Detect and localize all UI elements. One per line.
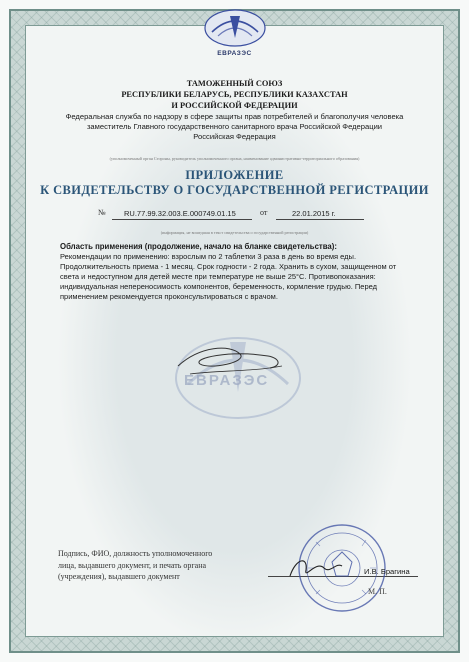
registration-row (0, 208, 469, 222)
area-line: света и недоступном для детей месте при температуре не выше 25°С. Противопоказания: (60, 272, 376, 281)
service-heading (0, 112, 469, 142)
area-line: Продолжительность приема - 1 месяц. Срок годности - 2 года. Хранить в сухом, защищенном от (60, 262, 397, 271)
area-line: применением рекомендуется проконсультироваться с врачом. (60, 292, 278, 301)
number-label: № (98, 208, 106, 217)
service-line: Федеральная служба по надзору в сфере защиты прав потребителей и благополучия человека (65, 112, 404, 121)
area-text (60, 252, 400, 302)
area-line: индивидуальная непереносимость компонентов, беременность, кормление грудью. Перед (60, 282, 378, 291)
area-heading: Область применения (продолжение, начало на бланке свидетельства): (60, 242, 337, 251)
handwritten-signature-icon (170, 336, 290, 384)
union-line: ТАМОЖЕННЫЙ СОЮЗ (186, 79, 283, 88)
union-heading (0, 78, 469, 111)
caption-line: (учреждения), выдавшего документ (58, 572, 180, 581)
date-label: от (260, 208, 268, 217)
registration-date: 22.01.2015 г. (292, 209, 336, 218)
authority-caption: (уполномоченный орган Стороны, руководитель уполномоченного органа, наименование административно-территориального образования) (109, 156, 360, 161)
union-line: И РОССИЙСКОЙ ФЕДЕРАЦИИ (171, 101, 298, 110)
registration-number: RU.77.99.32.003.Е.000749.01.15 (124, 209, 236, 218)
registration-caption: (информация, не вошедшая в текст свидетельства о государственной регистрации) (160, 230, 309, 235)
number-underline (112, 219, 252, 220)
eurasec-emblem-icon (200, 8, 270, 56)
signature-caption (58, 548, 258, 583)
service-line: заместитель Главного государственного санитарного врача Российской Федерации (86, 122, 383, 131)
document-subtitle: К СВИДЕТЕЛЬСТВУ О ГОСУДАРСТВЕННОЙ РЕГИСТРАЦИИ (40, 183, 429, 197)
document-title: ПРИЛОЖЕНИЕ (185, 168, 284, 182)
service-line: Российская Федерация (193, 132, 276, 141)
union-line: РЕСПУБЛИКИ БЕЛАРУСЬ, РЕСПУБЛИКИ КАЗАХСТАН (121, 90, 348, 99)
signer-signature-icon (286, 548, 346, 588)
caption-line: лица, выдавшего документ, и печать органа (58, 560, 207, 570)
caption-line: Подпись, ФИО, должность уполномоченного (58, 549, 213, 558)
signer-name: И.В. Брагина (364, 567, 410, 576)
application-area (60, 242, 400, 302)
emblem-logo-text: ЕВРАЗЭС (217, 50, 252, 57)
watermark-text: ЕВРАЗЭС (184, 372, 270, 389)
area-line: Рекомендации по применению: взрослым по 2 таблетки 3 раза в день во время еды. (60, 252, 357, 261)
date-underline (276, 219, 364, 220)
stamp-label: М. П. (368, 587, 387, 596)
